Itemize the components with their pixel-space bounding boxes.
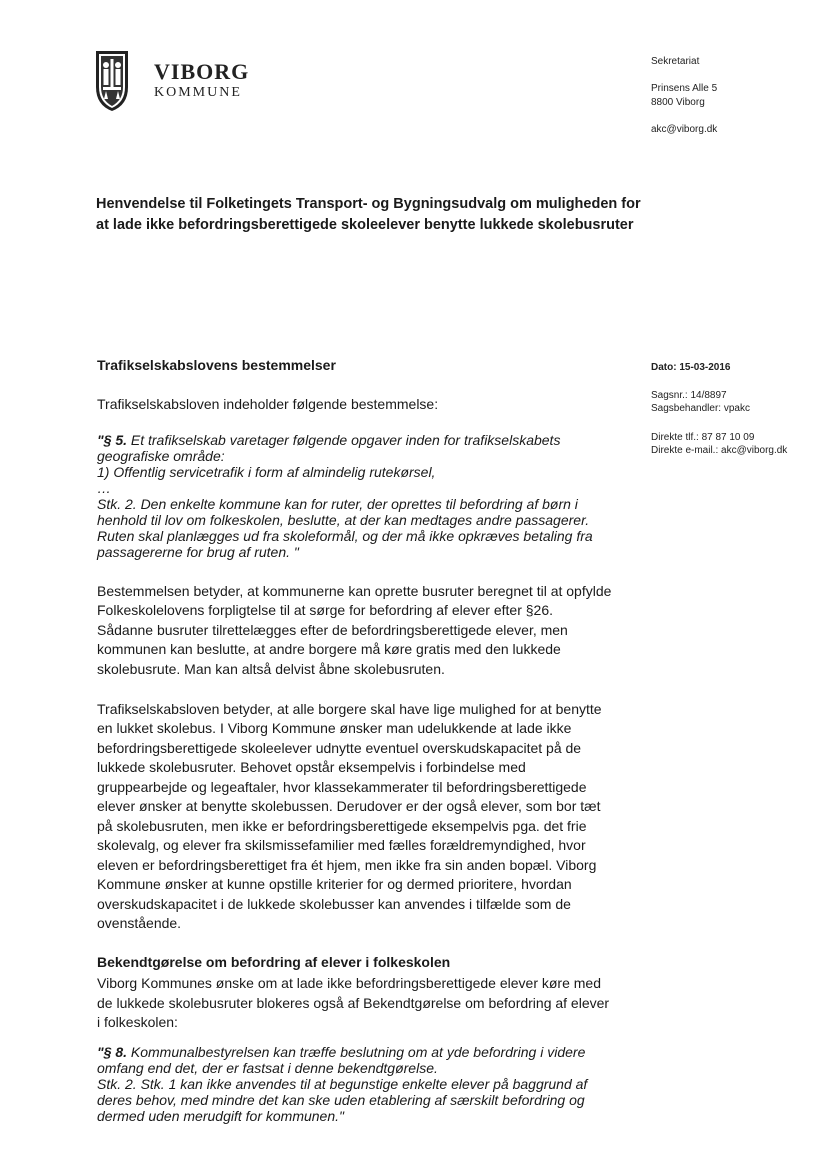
paragraph-line: elever ønsker at benytte skolebussen. Derudover er der også elever, som bor tæt — [97, 798, 601, 814]
paragraph-line: Kommune ønsker at kunne opstille kriterier for og dermed prioritere, hvordan — [97, 876, 572, 892]
paragraph-line: Trafikselskabsloven betyder, at alle borgere skal have lige mulighed for at benytte — [97, 701, 602, 717]
sender-department: Sekretariat — [651, 56, 700, 67]
direct-email: Direkte e-mail.: akc@viborg.dk — [651, 445, 788, 456]
coat-of-arms-icon — [94, 47, 130, 113]
quote-line: geografiske område: — [97, 448, 225, 464]
paragraph-line: eleven er befordringsberettiget fra ét hjem, men ikke fra sin anden bopæl. Viborg — [97, 857, 597, 873]
paragraph-line: en lukket skolebus. I Viborg Kommune ønsker man udelukkende at lade ikke — [97, 720, 572, 736]
quote-line: Stk. 2. Stk. 1 kan ikke anvendes til at begunstige enkelte elever på baggrund af — [97, 1076, 588, 1092]
quote-line: henhold til lov om folkeskolen, beslutte, at der kan medtages andre passagerer. — [97, 512, 590, 528]
quote-line: dermed uden merudgift for kommunen." — [97, 1108, 344, 1124]
direct-phone: Direkte tlf.: 87 87 10 09 — [651, 432, 755, 443]
sender-email: akc@viborg.dk — [651, 124, 718, 135]
document-date: Dato: 15-03-2016 — [651, 362, 731, 373]
document-title: Henvendelse til Folketingets Transport- og Bygningsudvalg om muligheden for at lade ikke befordringsberettigede skoleelever benytte lukkede skolebusruter — [96, 196, 641, 233]
quote-line: "§ 8. Kommunalbestyrelsen kan træffe beslutning om at yde befordring i videre — [97, 1044, 586, 1060]
paragraph-line: kommunen kan beslutte, at andre borgere må køre gratis med den lukkede — [97, 641, 561, 657]
quote-line: "§ 5. Et trafikselskab varetager følgende opgaver inden for trafikselskabets — [97, 433, 627, 449]
paragraph-line: Bestemmelsen betyder, at kommunerne kan oprette busruter beregnet til at opfylde — [97, 583, 612, 599]
paragraph-line: Sådanne busruter tilrettelægges efter de befordringsberettigede elever, men — [97, 622, 568, 638]
intro-paragraph: Trafikselskabsloven indeholder følgende bestemmelse: — [97, 396, 439, 412]
paragraph-line: Viborg Kommunes ønske om at lade ikke befordringsberettigede elever køre med — [97, 975, 601, 991]
paragraph-line: på skolebusruten, men ikke er befordringsberettigede eksempelvis pga. det frie — [97, 818, 587, 834]
brand-name: VIBORG — [154, 59, 250, 84]
case-number: Sagsnr.: 14/8897 — [651, 390, 727, 401]
case-handler: Sagsbehandler: vpakc — [651, 403, 750, 414]
paragraph-line: i folkeskolen: — [97, 1014, 178, 1030]
paragraph-line: gruppearbejde og legeaftaler, hvor klassekammerater til befordringsberettigede — [97, 779, 587, 795]
quote-line: omfang end det, der er fastsat i denne bekendtgørelse. — [97, 1060, 438, 1076]
quote-line: Stk. 2. Den enkelte kommune kan for ruter, der oprettes til befordring af børn i — [97, 496, 578, 512]
brand-subtitle: KOMMUNE — [154, 85, 242, 100]
paragraph-line: overskudskapacitet i de lukkede skolebusser kan anvendes i tilfælde som de — [97, 896, 571, 912]
paragraph-line: Folkeskolelovens forpligtelse til at sørge for befordring af elever efter §26. — [97, 602, 554, 618]
viborg-kommune-logo — [94, 47, 274, 115]
quote-line: … — [97, 480, 111, 496]
paragraph-line: de lukkede skolebusruter blokeres også af Bekendtgørelse om befordring af elever — [97, 995, 610, 1011]
section-heading: Bekendtgørelse om befordring af elever i folkeskolen — [97, 954, 451, 970]
quote-line: deres behov, med mindre det kan ske uden etablering af særskilt befordring og — [97, 1092, 585, 1108]
sender-address: Prinsens Alle 5 — [651, 83, 718, 94]
paragraph-line: befordringsberettigede skoleelever udnytte eventuel overskudskapacitet på de — [97, 740, 582, 756]
sender-postcode: 8800 Viborg — [651, 97, 705, 108]
paragraph-line: skolebusrute. Man kan altså delvist åbne skolebusruten. — [97, 661, 445, 677]
paragraph-line: skolevalg, og elever fra skilsmissefamilier med fælles forældremyndighed, hvor — [97, 837, 586, 853]
quote-line: 1) Offentlig servicetrafik i form af almindelig rutekørsel, — [97, 464, 436, 480]
section-heading: Trafikselskabslovens bestemmelser — [97, 357, 336, 373]
quote-line: Ruten skal planlægges ud fra skoleformål, og der må ikke opkræves betaling fra — [97, 528, 593, 544]
paragraph-line: lukkede skolebusruter. Behovet opstår eksempelvis i forbindelse med — [97, 759, 526, 775]
quote-line: passagererne for brug af ruten. " — [97, 544, 299, 560]
paragraph-line: ovenstående. — [97, 915, 182, 931]
